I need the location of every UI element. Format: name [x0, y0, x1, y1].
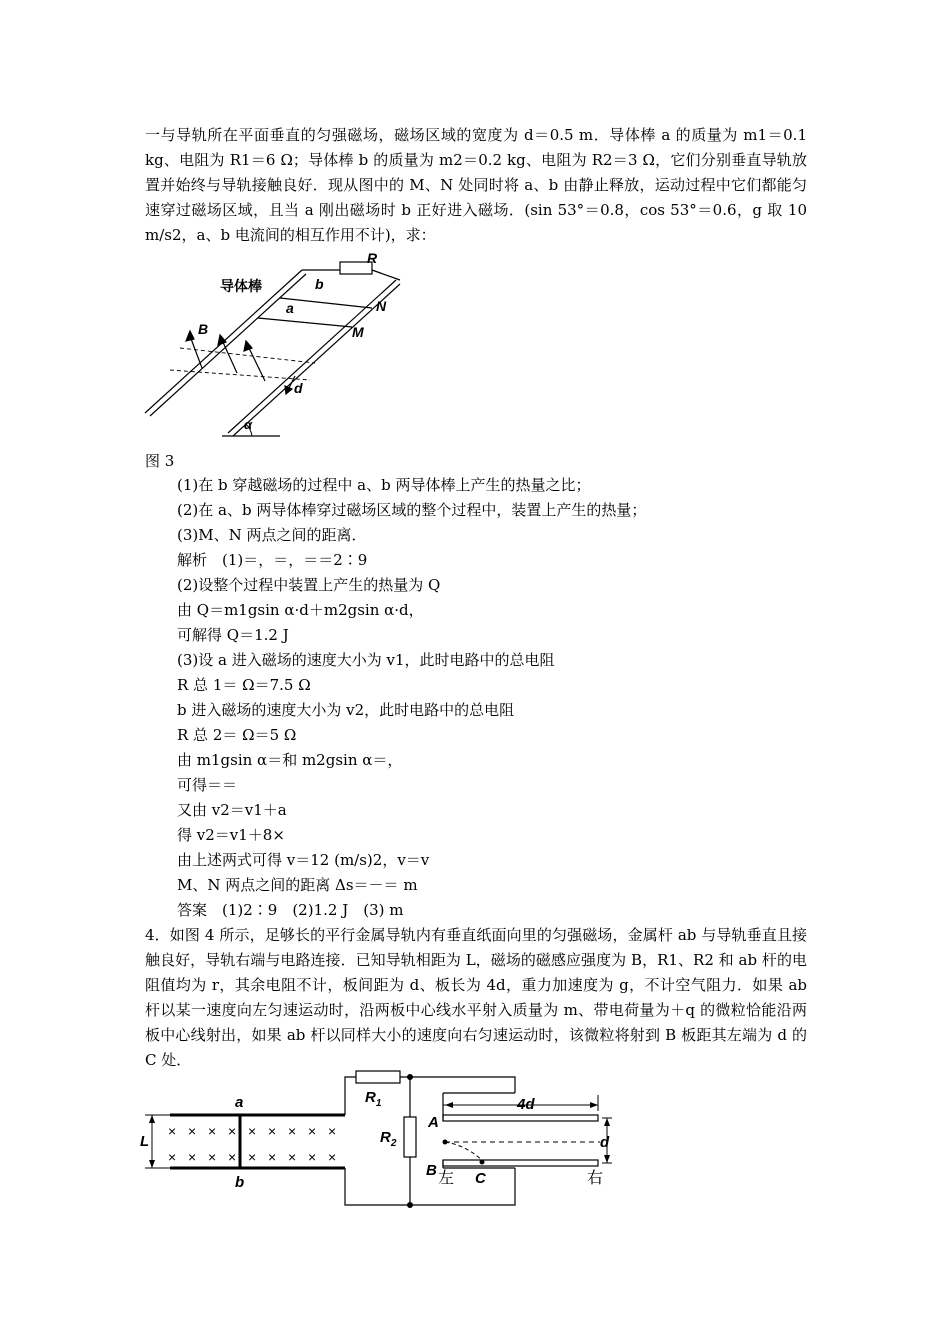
field-cross-mark: × [308, 1123, 317, 1139]
solution-line: 由 m1gsin α＝和 m2gsin α＝， [177, 751, 403, 769]
field-cross-mark: × [288, 1123, 297, 1139]
field-cross-mark: × [168, 1149, 177, 1165]
field-cross-mark: × [328, 1149, 337, 1165]
rod-b-label: b [315, 276, 324, 292]
point-M-label: M [352, 324, 364, 340]
solution-line: 由上述两式可得 v＝12 (m/s)2，v＝v [177, 851, 430, 869]
plate-length-label: 4d [517, 1096, 535, 1113]
field-B-label: B [198, 321, 209, 337]
field-cross-mark: × [248, 1149, 257, 1165]
question-3: (3)M、N 两点之间的距离． [177, 526, 367, 544]
rod-a-label: a [286, 300, 294, 316]
question-2: (2)在 a、b 两导体棒穿过磁场区域的整个过程中，装置上产生的热量； [177, 501, 647, 519]
rod-end-a-label: a [235, 1094, 244, 1111]
resistor-R1-label: $R_1$ [365, 1089, 382, 1109]
plate-A-label: A [428, 1114, 439, 1131]
solution-line: 解析 (1)＝，＝，＝＝2∶9 [177, 551, 368, 569]
rail-spacing-L-label: L [140, 1133, 150, 1150]
figure-4-circuit [140, 1065, 620, 1215]
plate-B-label: B [426, 1162, 437, 1179]
point-C-label: C [475, 1170, 486, 1187]
field-cross-mark: × [288, 1149, 297, 1165]
figure-3-inclined-rails [140, 248, 410, 443]
angle-alpha-label: α [244, 417, 253, 432]
solution-line: M、N 两点之间的距离 Δs＝－＝ m [177, 876, 418, 894]
solution-line: 可解得 Q＝1.2 J [177, 626, 289, 644]
field-cross-mark: × [168, 1123, 177, 1139]
solution-line: 可得＝＝ [177, 776, 238, 794]
question-1: (1)在 b 穿越磁场的过程中 a、b 两导体棒上产生的热量之比； [177, 476, 591, 494]
solution-line: 又由 v2＝v1＋a [177, 801, 287, 819]
field-cross-mark: × [208, 1149, 217, 1165]
width-d-label: d [294, 380, 303, 396]
right-direction-label: 右 [587, 1170, 604, 1187]
resistor-R2-label: $R_2$ [380, 1129, 397, 1149]
field-cross-mark: × [228, 1123, 237, 1139]
left-direction-label: 左 [438, 1170, 455, 1187]
answer-line: 答案 (1)2∶9 (2)1.2 J (3) m [177, 901, 404, 919]
rod-end-b-label: b [235, 1174, 245, 1191]
plate-gap-d-label: d [600, 1134, 610, 1151]
point-N-label: N [376, 298, 387, 314]
field-cross-mark: × [208, 1123, 217, 1139]
solution-line: (3)设 a 进入磁场的速度大小为 v1，此时电路中的总电阻 [177, 651, 555, 669]
field-cross-mark: × [268, 1123, 277, 1139]
solution-line: 得 v2＝v1＋8× [177, 826, 285, 844]
figure-3-caption: 图 3 [145, 452, 175, 470]
question-4: 4．如图 4 所示，足够长的平行金属导轨内有垂直纸面向里的匀强磁场，金属杆 ab 与导轨垂直且接触良好，导轨右端与电路连接．已知导轨相距为 L，磁场的磁感应强度为 B，R1、R2 和 ab 杆的电阻值均为 r，其余电阻不计，板间距为 d、板长为 4d，重力加速度为 g，不计空气阻力．如果 ab 杆以某一速度向左匀速运动时，沿两板中心线水平射入质量为 m、带电荷量为＋q 的微粒恰能沿两板中心线射出，如果 ab 杆以同样大小的速度向右匀速运动时，该微粒将射到 B 板距其左端为 d 的 C 处． [145, 926, 807, 1069]
field-cross-mark: × [188, 1149, 197, 1165]
solution-line: b 进入磁场的速度大小为 v2，此时电路中的总电阻 [177, 701, 515, 719]
solution-line: R 总 2＝ Ω＝5 Ω [177, 726, 297, 744]
field-cross-mark: × [268, 1149, 277, 1165]
problem-intro: 一与导轨所在平面垂直的匀强磁场，磁场区域的宽度为 d＝0.5 m．导体棒 a 的质量为 m1＝0.1 kg、电阻为 R1＝6 Ω；导体棒 b 的质量为 m2＝0.2 kg、电阻为 R2＝3 Ω，它们分别垂直导轨放置并始终与导轨接触良好．现从图中的 M、N 处同时将 a、b 由静止释放，运动过程中它们都能匀速穿过磁场区域，且当 a 刚出磁场时 b 正好进入磁场．(sin 53°＝0.8，cos 53°＝0.6，g 取 10 m/s2，a、b 电流间的相互作用不计)，求： [145, 126, 807, 244]
solution-line: 由 Q＝m1gsin α·d＋m2gsin α·d， [177, 601, 424, 619]
field-cross-mark: × [188, 1123, 197, 1139]
solution-line: (2)设整个过程中装置上产生的热量为 Q [177, 576, 441, 594]
field-cross-mark: × [248, 1123, 257, 1139]
field-cross-mark: × [228, 1149, 237, 1165]
resistor-label: R [367, 250, 378, 266]
field-cross-mark: × [308, 1149, 317, 1165]
solution-line: R 总 1＝ Ω＝7.5 Ω [177, 676, 311, 694]
rod-label: 导体棒 [220, 278, 262, 294]
field-cross-mark: × [328, 1123, 337, 1139]
